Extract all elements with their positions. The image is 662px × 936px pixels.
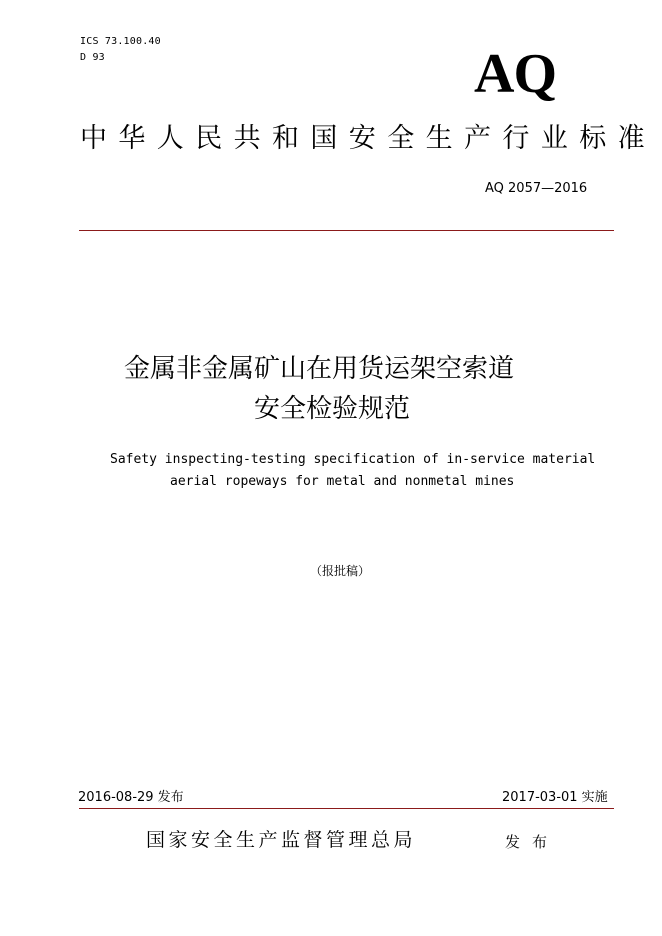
standard-number: AQ 2057—2016 bbox=[485, 181, 588, 196]
implementation-date: 2017-03-01 实施 bbox=[502, 790, 608, 805]
chinese-title-line-1: 金属非金属矿山在用货运架空索道 bbox=[124, 354, 515, 384]
issue-word: 发布 bbox=[505, 833, 560, 851]
english-title-line-1: Safety inspecting-testing specification of in-service material bbox=[110, 452, 596, 467]
english-title-line-2: aerial ropeways for metal and nonmetal mines bbox=[170, 474, 515, 489]
issue-date: 2016-08-29 发布 bbox=[78, 790, 184, 805]
classification-codes bbox=[80, 34, 161, 66]
draft-status: （报批稿） bbox=[310, 564, 371, 578]
chinese-title-line-2: 安全检验规范 bbox=[254, 394, 411, 424]
ccs-code: D 93 bbox=[80, 52, 105, 63]
aq-logo: AQ bbox=[474, 43, 556, 105]
ics-code: ICS 73.100.40 bbox=[80, 36, 161, 47]
standard-type-heading: 中华人民共和国安全生产行业标准 bbox=[80, 123, 656, 154]
bottom-divider bbox=[79, 808, 614, 809]
top-divider bbox=[79, 230, 614, 231]
issuing-authority: 国家安全生产监督管理总局 bbox=[146, 829, 417, 851]
